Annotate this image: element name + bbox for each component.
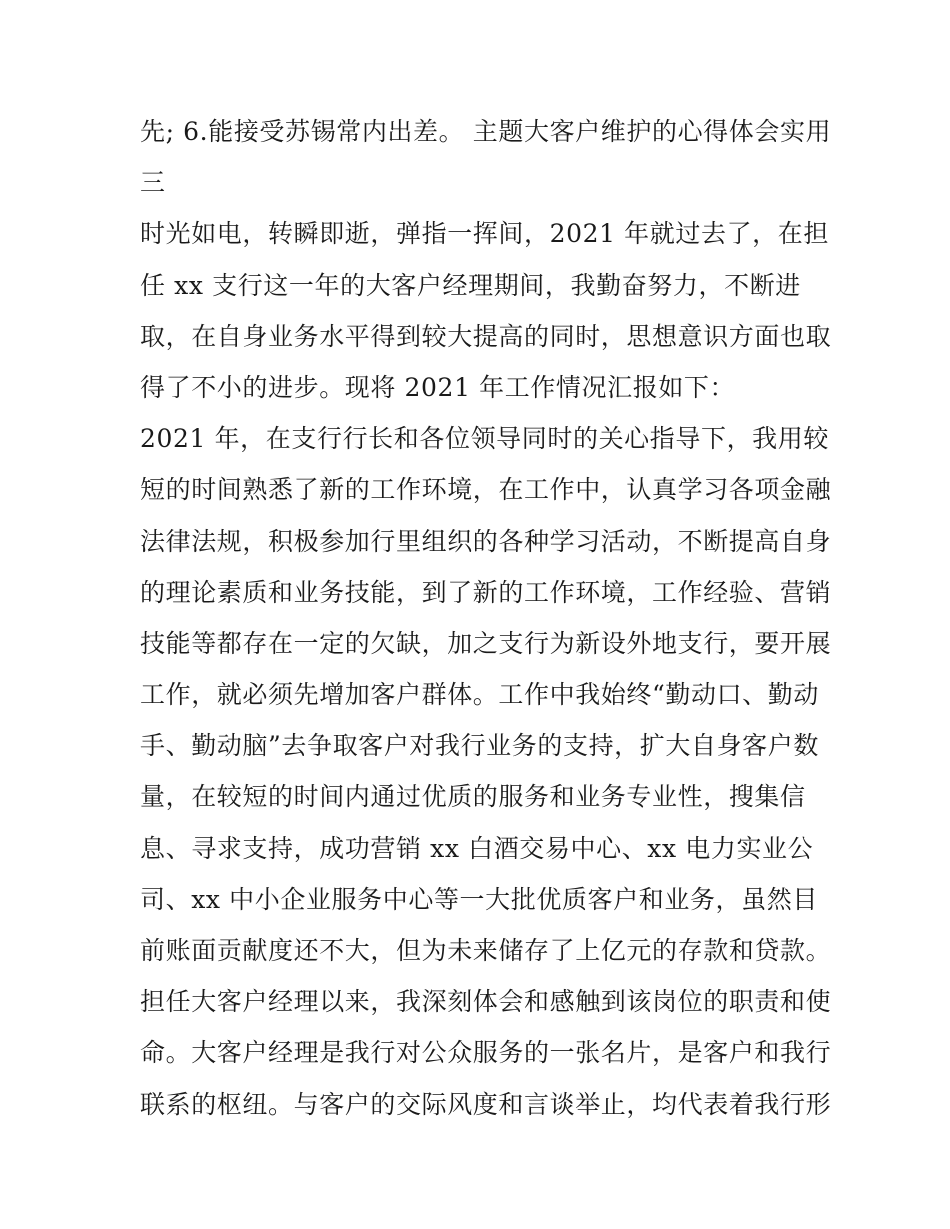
text-line: 时光如电，转瞬即逝，弹指一挥间，2021 年就过去了，在担 <box>140 219 829 249</box>
text-line: 三 <box>140 168 166 198</box>
text-line: 命。大客户经理是我行对公众服务的一张名片，是客户和我行 <box>140 1038 832 1068</box>
text-line: 任 xx 支行这一年的大客户经理期间，我勤奋努力，不断进 <box>140 270 801 300</box>
text-line: 量，在较短的时间内通过优质的服务和业务专业性，搜集信 <box>140 782 806 812</box>
text-line: 工作，就必须先增加客户群体。工作中我始终“勤动口、勤动 <box>140 680 819 710</box>
text-line: 取，在自身业务水平得到较大提高的同时，思想意识方面也取 <box>140 321 832 351</box>
text-line: 法律法规，积极参加行里组织的各种学习活动，不断提高自身 <box>140 526 832 556</box>
text-line: 联系的枢纽。与客户的交际风度和言谈举止，均代表着我行形 <box>140 1089 832 1119</box>
body-text <box>140 106 832 1130</box>
text-line: 的理论素质和业务技能，到了新的工作环境，工作经验、营销 <box>140 577 832 607</box>
text-line: 前账面贡献度还不大，但为未来储存了上亿元的存款和贷款。 <box>140 936 832 965</box>
text-line: 担任大客户经理以来，我深刻体会和感触到该岗位的职责和使 <box>140 987 832 1017</box>
text-line: 得了不小的进步。现将 2021 年工作情况汇报如下： <box>140 372 736 402</box>
text-line: 2021 年，在支行行长和各位领导同时的关心指导下，我用较 <box>140 424 829 454</box>
text-line: 息、寻求支持，成功营销 xx 白酒交易中心、xx 电力实业公 <box>140 833 814 863</box>
text-line: 先; 6.能接受苏锡常内出差。 主题大客户维护的心得体会实用 <box>140 117 832 146</box>
text-line: 手、勤动脑”去争取客户对我行业务的支持，扩大自身客户数 <box>140 731 819 761</box>
text-line: 短的时间熟悉了新的工作环境，在工作中，认真学习各项金融 <box>140 475 832 505</box>
text-line: 司、xx 中小企业服务中心等一大批优质客户和业务，虽然目 <box>140 884 818 914</box>
text-line: 技能等都存在一定的欠缺，加之支行为新设外地支行，要开展 <box>140 628 832 658</box>
